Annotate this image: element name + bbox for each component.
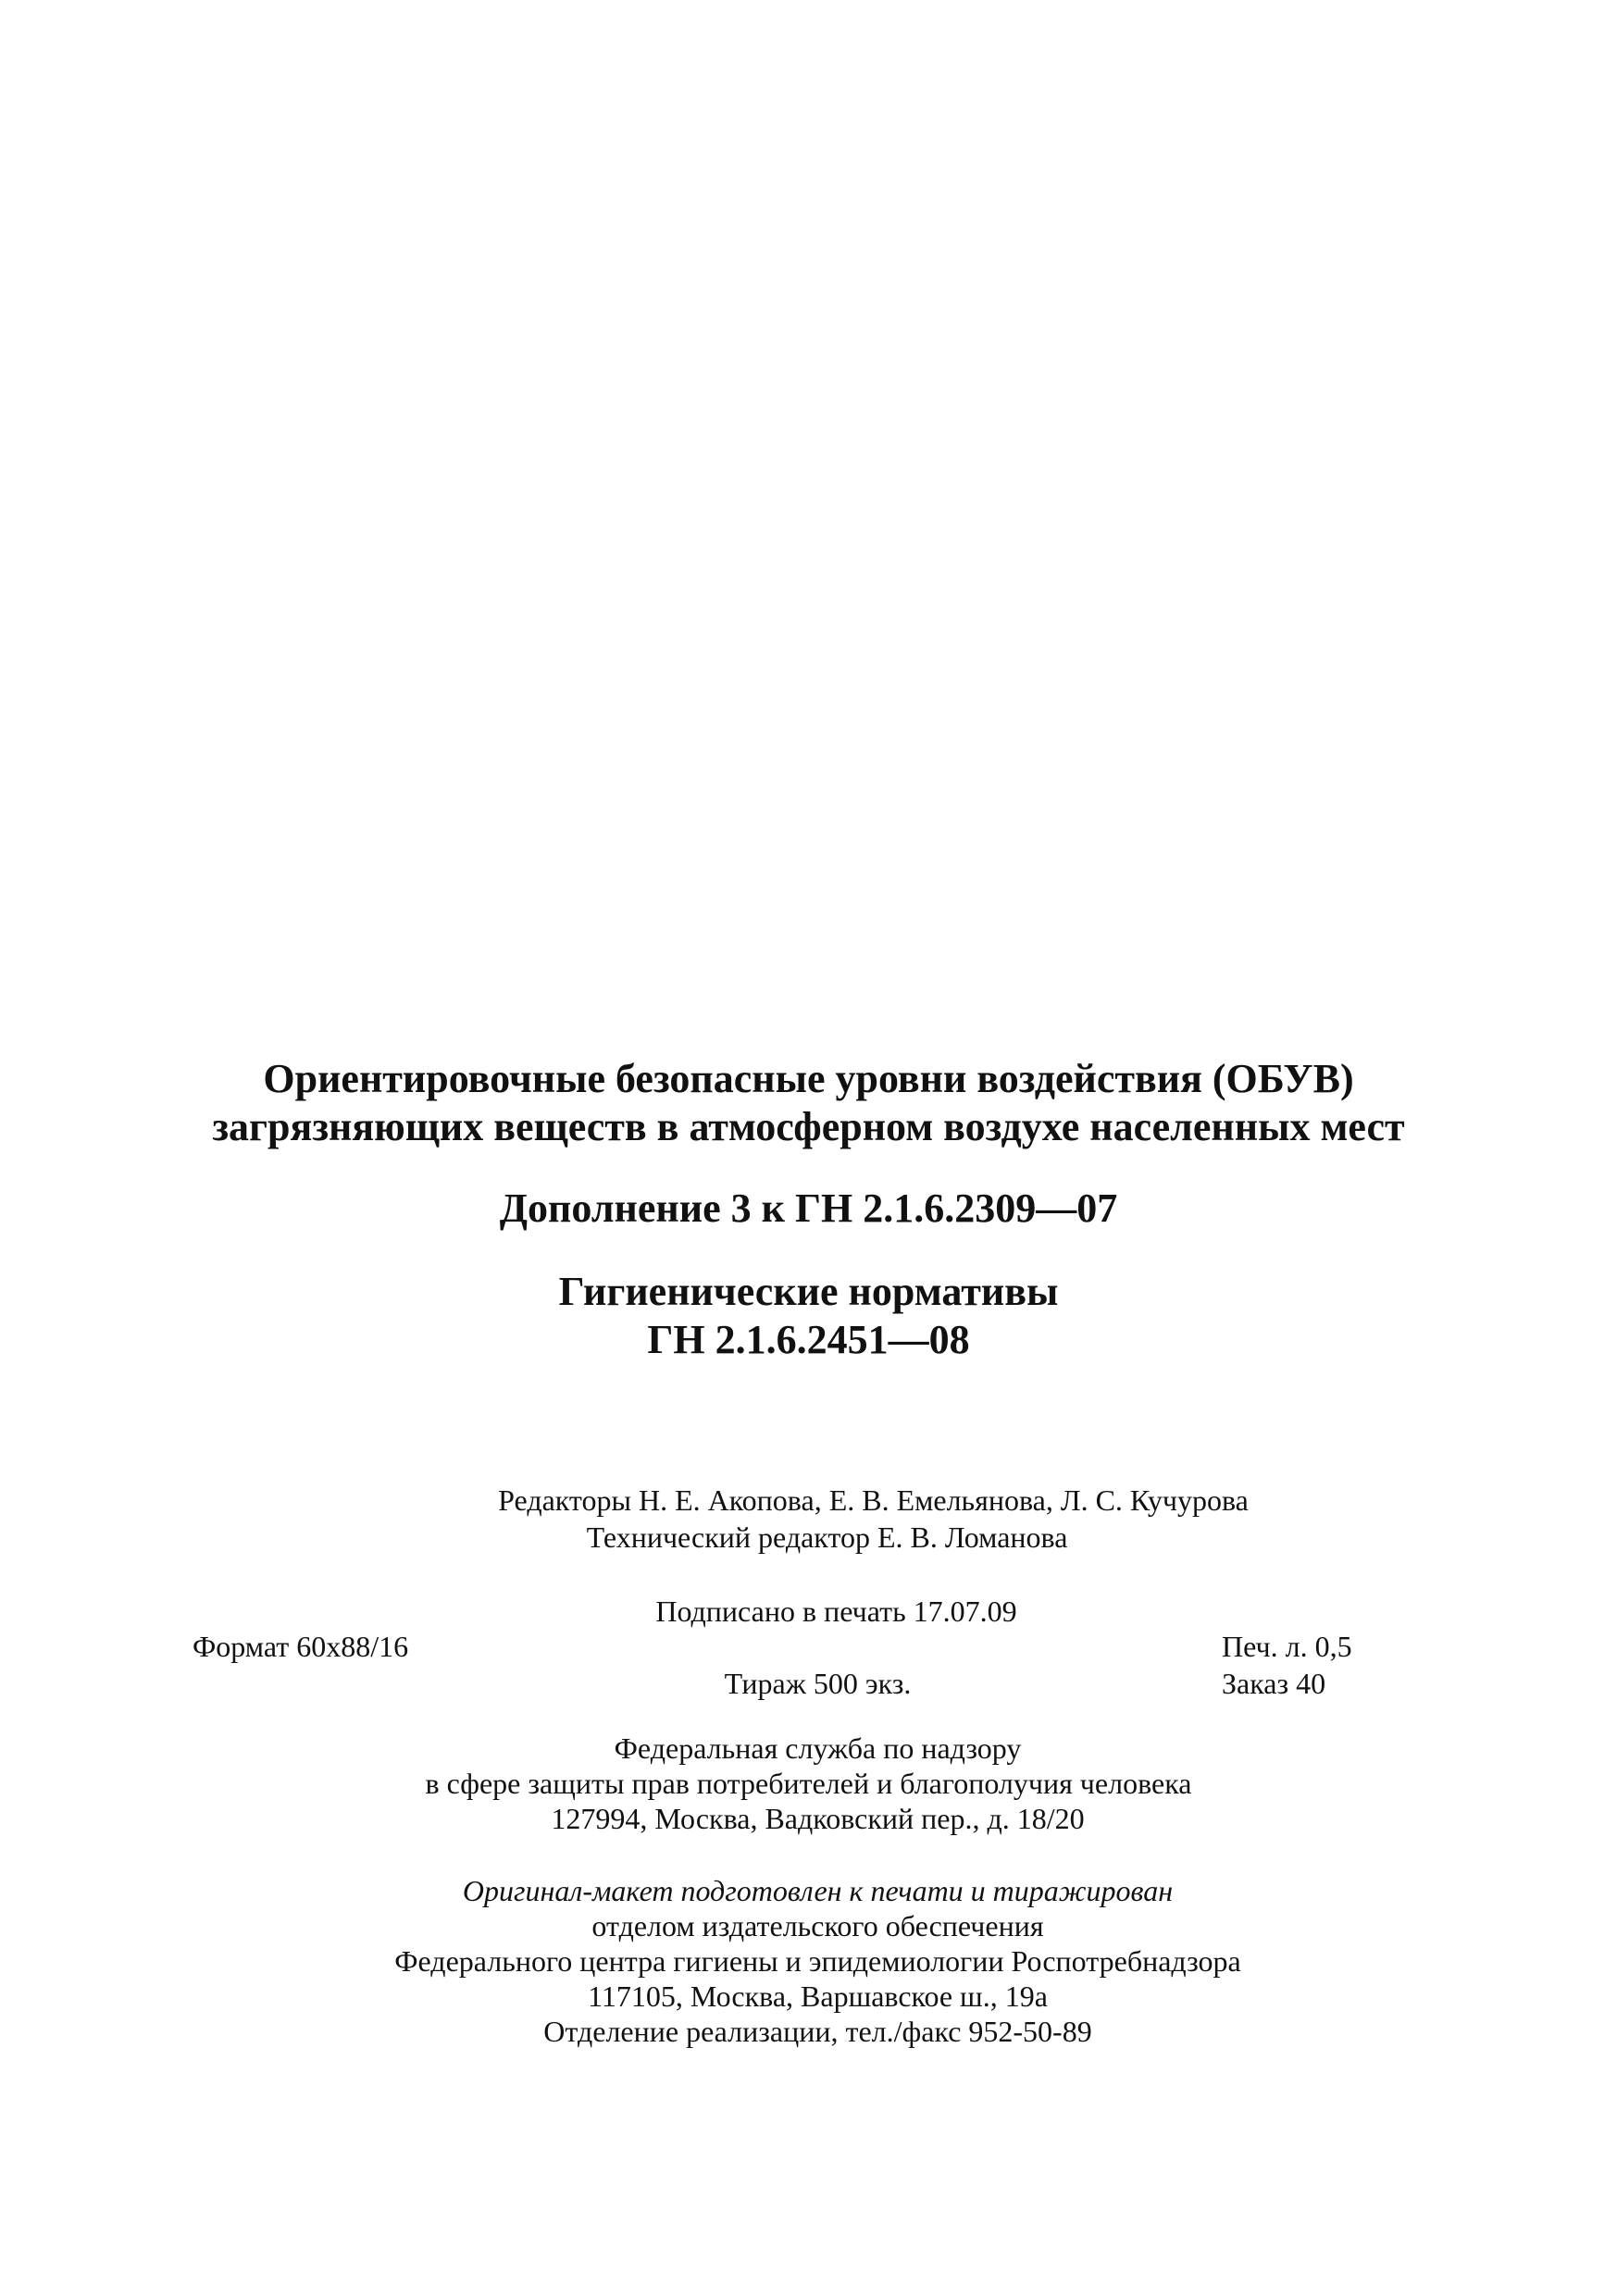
paper-format: Формат 60x88/16 xyxy=(193,1630,409,1663)
editors: Редакторы Н. Е. Акопова, Е. В. Емельянова, Л. С. Кучурова xyxy=(498,1483,1249,1517)
technical-editor: Технический редактор Е. В. Ломанова xyxy=(586,1520,1068,1554)
printed-sheets: Печ. л. 0,5 xyxy=(1222,1630,1352,1663)
publisher-address: 127994, Москва, Вадковский пер., д. 18/20 xyxy=(551,1802,1085,1835)
printer-line-1: Оригинал-макет подготовлен к печати и тиражирован xyxy=(462,1874,1174,1907)
circulation: Тираж 500 экз. xyxy=(724,1667,912,1700)
title-line-2: загрязняющих веществ в атмосферном воздухе населенных мест xyxy=(212,1104,1405,1149)
order-number: Заказ 40 xyxy=(1222,1667,1326,1700)
publisher-line-1: Федеральная служба по надзору xyxy=(614,1731,1022,1765)
supplement-heading: Дополнение 3 к ГН 2.1.6.2309—07 xyxy=(499,1185,1118,1231)
norms-code: ГН 2.1.6.2451—08 xyxy=(647,1317,970,1362)
sales-department: Отделение реализации, тел./факс 952-50-89 xyxy=(543,2015,1092,2048)
title-line-1: Ориентировочные безопасные уровни воздействия (ОБУВ) xyxy=(263,1056,1354,1101)
publisher-line-2: в сфере защиты прав потребителей и благополучия человека xyxy=(425,1767,1192,1800)
printer-address: 117105, Москва, Варшавское ш., 19а xyxy=(588,1980,1048,2013)
printer-line-2: отделом издательского обеспечения xyxy=(591,1909,1044,1942)
norms-label: Гигиенические нормативы xyxy=(558,1269,1059,1314)
printer-line-3: Федерального центра гигиены и эпидемиологии Роспотребнадзора xyxy=(394,1944,1241,1978)
signed-to-print: Подписано в печать 17.07.09 xyxy=(655,1595,1017,1628)
